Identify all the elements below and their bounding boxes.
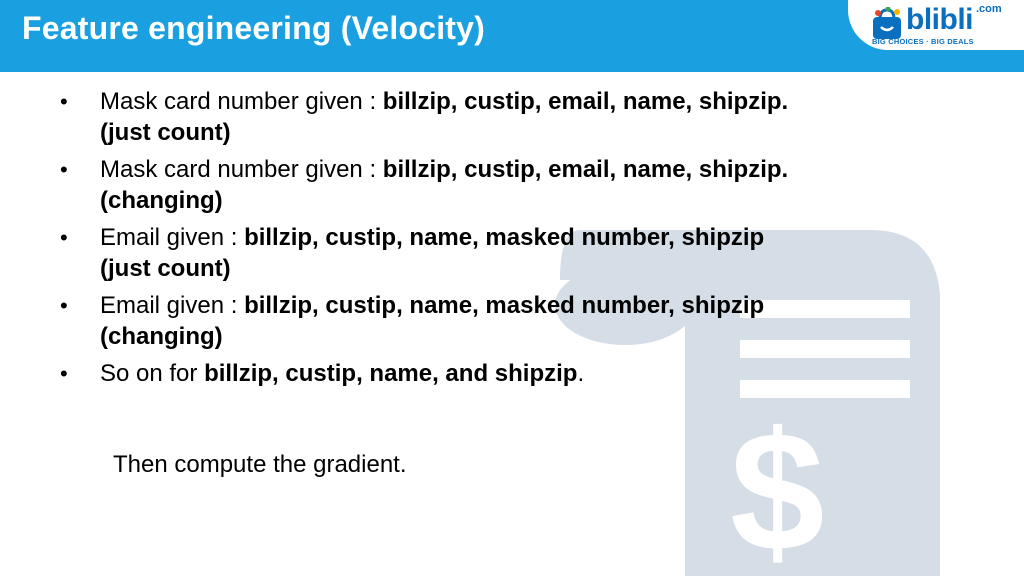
slide-title: Feature engineering (Velocity) xyxy=(22,10,485,46)
shopping-bag-icon xyxy=(870,7,906,41)
bullet-item xyxy=(60,358,960,389)
bullet-item xyxy=(60,154,960,216)
bullet-bold-text: billzip, custip, email, name, shipzip. xyxy=(382,156,789,183)
bullet-lead-text: Mask card number given : xyxy=(100,156,383,183)
bullet-bold-text: billzip, custip, name, masked number, shipzip xyxy=(244,224,765,251)
bullet-bold-text: billzip, custip, name, masked number, shipzip xyxy=(244,292,765,319)
bullet-lead-text: So on for xyxy=(100,360,205,387)
bullet-dot-icon: • xyxy=(60,225,68,250)
bullet-bold-text-2: (changing) xyxy=(100,323,223,350)
bullet-item xyxy=(60,86,960,148)
logo-brand-text: blibli xyxy=(906,3,973,36)
bullet-list xyxy=(60,86,960,395)
bullet-dot-icon: • xyxy=(60,293,68,318)
bullet-dot-icon: • xyxy=(60,361,68,386)
bullet-lead-text: Mask card number given : xyxy=(100,88,383,115)
logo-com-text: .com xyxy=(976,3,1002,15)
logo-container xyxy=(848,0,1024,50)
bullet-bold-text-2: (just count) xyxy=(100,255,231,282)
bullet-lead-text: Email given : xyxy=(100,292,245,319)
bullet-lead-text: Email given : xyxy=(100,224,245,251)
svg-text:$: $ xyxy=(730,397,825,576)
bullet-item xyxy=(60,222,960,284)
bullet-bold-text-2: (changing) xyxy=(100,187,223,214)
closing-text: Then compute the gradient. xyxy=(113,451,407,478)
bullet-bold-text: billzip, custip, email, name, shipzip. xyxy=(382,88,789,115)
blibli-logo xyxy=(870,3,1020,47)
bullet-dot-icon: • xyxy=(60,89,68,114)
logo-tagline: BIG CHOICES · BIG DEALS xyxy=(872,37,974,46)
bullet-bold-text-2: (just count) xyxy=(100,119,231,146)
bullet-dot-icon: • xyxy=(60,157,68,182)
bullet-item xyxy=(60,290,960,352)
bullet-bold-text: billzip, custip, name, and shipzip xyxy=(204,360,578,387)
bullet-tail-text: . xyxy=(577,360,585,387)
title-bar xyxy=(0,0,1024,72)
